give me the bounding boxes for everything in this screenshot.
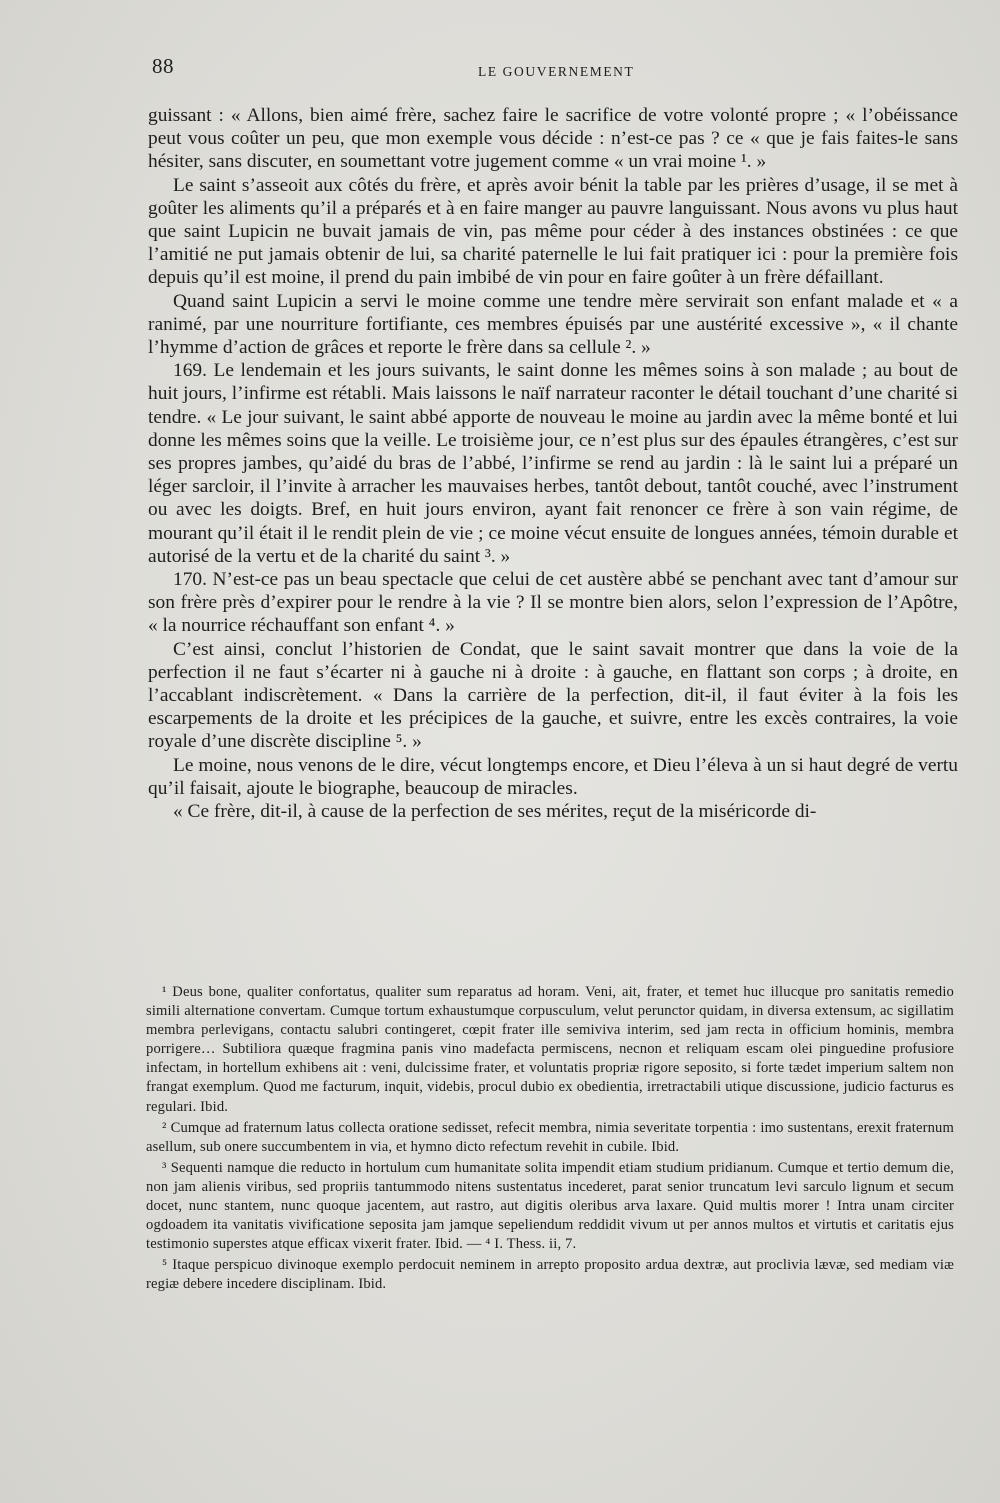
paragraph: 170. N’est-ce pas un beau spectacle que celui de cet austère abbé se penchant avec tant d’amour sur son frère près d’expirer pour le rendre à la vie ? Il se montre bien alors, selon l’expression de l’Apôtre, « la nourrice réchauffant son enfant ⁴. » — [148, 569, 958, 637]
paragraph: guissant : « Allons, bien aimé frère, sachez faire le sacrifice de votre volonté propre ; « l’obéissance peut vous coûter un peu, que mon exemple vous décide : n’est-ce pas ? ce « que je fais faites-le sans hésiter, sans discuter, en soumettant votre jugement comme « un vrai moine ¹. » — [148, 105, 958, 173]
paragraph: Le moine, nous venons de le dire, vécut longtemps encore, et Dieu l’éleva à un si haut degré de vertu qu’il faisait, ajoute le biographe, beaucoup de miracles. — [148, 754, 958, 799]
paragraph: Quand saint Lupicin a servi le moine comme une tendre mère servirait son enfant malade et « a ranimé, par une nourriture fortifiante, ces membres épuisés par une austérité excessive », « il chante l’hymme d’action de grâces et reporte le frère dans sa cellule ². » — [148, 290, 958, 359]
footnote: ¹ Deus bone, qualiter confortatus, qualiter sum reparatus ad horam. Veni, ait, frater, et temet huc illucque pro sanitatis remedio simili alternatione convertam. Cumque tortum exhaustumque corpusculum, velut perunctor quidam, in diversa extensum, ac sigillatim membra perlevigans, contactu salubri contingeret, cœpit frater ille semiviva interim, sed jam recta in officium hominis, membra porrigere… Subtiliora quæque fragmina panis vino madefacta permiscens, necnon et reliquam escam olei pinguedine profusiore infectam, in hortellum exhibens ait : veni, dulcissime frater, et voluntatis propriæ rigore seposito, si forte tædet imperium saltem non frangat exemplum. Quod me facturum, inquit, videbis, procul dubio ex obedientia, irretractabili utique discussione, judicio facturus es regulari. Ibid. — [146, 984, 954, 1115]
paragraph: « Ce frère, dit-il, à cause de la perfection de ses mérites, reçut de la miséricorde di- — [173, 801, 817, 823]
page-number: 88 — [152, 54, 174, 78]
footnote: ⁵ Itaque perspicuo divinoque exemplo perdocuit neminem in arrepto proposito ardua dextræ, aut proclivia lævæ, sed mediam viæ regiæ debere incedere disciplinam. Ibid. — [146, 1257, 954, 1293]
paragraph: Le saint s’asseoit aux côtés du frère, et après avoir bénit la table par les prières d’usage, il se met à goûter les aliments qu’il a préparés et à en faire manger au pauvre languissant. Nous avons vu plus haut que saint Lupicin ne buvait jamais de vin, pas même pour céder à des instances obstinées : ce que l’amitié ne put jamais obtenir de lui, sa charité paternelle le lui fait pratiquer ici : pour la première fois depuis qu’il est moine, il prend du pain imbibé de vin pour en faire goûter à un frère défaillant. — [148, 174, 958, 289]
page-header — [148, 54, 960, 84]
footnote: ³ Sequenti namque die reducto in hortulum cum humanitate solita impendit etiam studium pridianum. Cumque et tertio demum die, non jam alienis viribus, sed propriis tantummodo nitens sustentatus incederet, parat senior truncatum levi sarculo lignum et secum docet, nunc stantem, nunc quoque jacentem, aut rastro, aut digitis oleribus arva laxare. Quid multis morer ! Intra unam circiter ogdoadem ita vanitatis vivificatione seposita jam jamque sepeliendum reddidit vivum ut per annos multos et virtutis et caritatis ejus testimonio superstes atque efficax vixerit frater. Ibid. — ⁴ I. Thess. ii, 7. — [146, 1159, 954, 1253]
main-text — [148, 104, 958, 823]
footnote: ² Cumque ad fraternum latus collecta oratione sedisset, refecit membra, nimia severitate torpentia : imo sustentans, erexit fraternum asellum, sub onere succumbentem in via, et hymno dicto refectum revehit in cubile. Ibid. — [146, 1119, 954, 1155]
footnotes — [146, 983, 954, 1297]
running-head: LE GOUVERNEMENT — [478, 64, 635, 79]
paragraph: C’est ainsi, conclut l’historien de Condat, que le saint savait montrer que dans la voie de la perfection il ne faut s’écarter ni à gauche ni à droite : à gauche, en flattant son corps ; à droite, en l’accablant indiscrètement. « Dans la carrière de la perfection, dit-il, il faut éviter à la fois les escarpements de la droite et les précipices de la gauche, et suivre, entre les excès contraires, la voie royale d’une discrète discipline ⁵. » — [148, 638, 958, 753]
paragraph: 169. Le lendemain et les jours suivants, le saint donne les mêmes soins à son malade ; au bout de huit jours, l’infirme est rétabli. Mais laissons le naïf narrateur raconter le détail touchant d’une charité si tendre. « Le jour suivant, le saint abbé apporte de nouveau le moine au jardin avec la même bonté et lui donne les mêmes soins que la veille. Le troisième jour, ce n’est plus sur des épaules étrangères, c’est sur ses propres jambes, qu’aidé du bras de l’abbé, l’infirme se rend au jardin : là le saint lui a préparé un léger sarcloir, il l’invite à arracher les mauvaises herbes, tantôt debout, tantôt couché, avec l’instrument ou avec les doigts. Bref, en huit jours environ, ayant fait renoncer ce frère à son vain régime, de mourant qu’il était il le rendit plein de vie ; ce moine vécut ensuite de longues années, témoin durable et autorisé de la vertu et de la charité du saint ³. » — [148, 360, 958, 567]
